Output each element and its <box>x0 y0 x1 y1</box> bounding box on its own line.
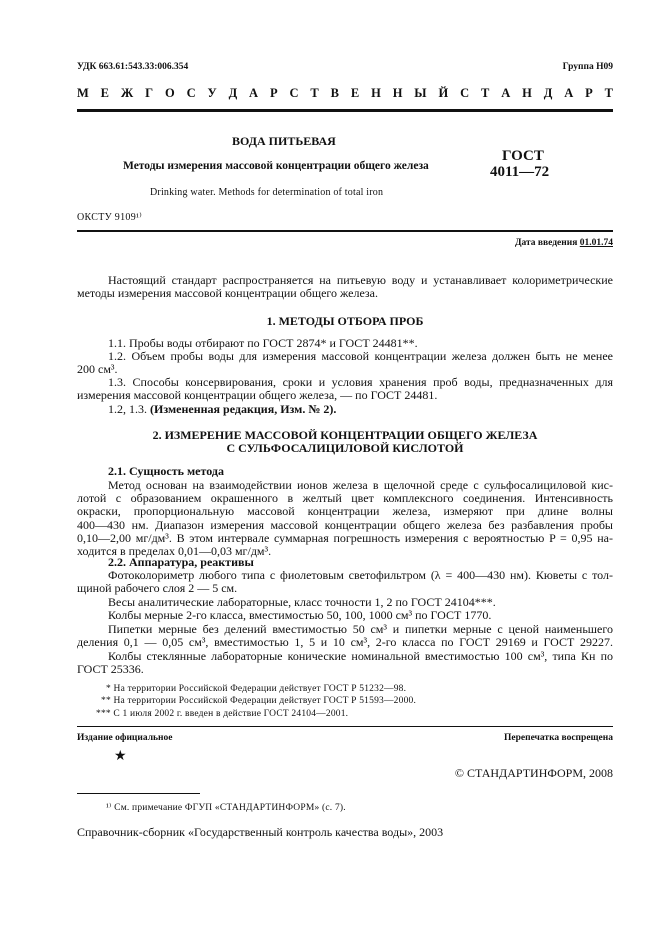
paragraph-line: Весы аналитические лабораторные, класс точности 1, 2 по ГОСТ 24104***. <box>108 595 496 609</box>
paragraph-line: 0,10—2,00 мг/дм³. В этом интервале суммарная погрешность измерения с вероятностью P = 0,95 на- <box>77 531 613 545</box>
paragraph-line: щиной рабочего слоя 2 — 5 см. <box>77 581 238 595</box>
english-title: Drinking water. Methods for determination of total iron <box>150 187 384 198</box>
date-label: Дата введения <box>514 238 578 248</box>
gost-label: ГОСТ <box>502 148 544 164</box>
document-subtitle: Методы измерения массовой концентрации общего железа <box>123 160 429 172</box>
section-1-heading: 1. МЕТОДЫ ОТБОРА ПРОБ <box>266 314 424 328</box>
paragraph-line: окраски, пропорциональную массовой концентрации железа, измеряют при длине волны <box>77 504 613 518</box>
okstu-code: ОКСТУ 9109¹⁾ <box>77 212 143 223</box>
thin-rule <box>77 230 613 232</box>
footnote-1: ¹⁾ См. примечание ФГУП «СТАНДАРТИНФОРМ» (с. 7). <box>106 803 346 813</box>
paragraph-line: Фотоколориметр любого типа с фиолетовым светофильтром (λ = 400—430 нм). Кюветы с тол- <box>108 568 613 582</box>
paragraph-line: ходится в пределах 0,01—0,03 мг/дм³. <box>77 544 272 558</box>
amendment-label: (Измененная редакция, Изм. № 2). <box>150 402 337 416</box>
footnote: ** На территории Российской Федерации действует ГОСТ Р 51593—2000. <box>101 696 417 706</box>
intro-line: методы измерения массовой концентрации общего железа. <box>77 286 379 300</box>
subsection-2-2-title: 2.2. Аппаратура, реактивы <box>108 555 254 569</box>
footer-rule <box>77 726 613 727</box>
paragraph-line: 1.2. Объем пробы воды для измерения массовой концентрации железа должен быть не менее <box>108 349 613 363</box>
footnote-rule <box>77 793 200 794</box>
paragraph-line: 200 см³. <box>77 362 118 376</box>
paragraph-line: Колбы мерные 2-го класса, вместимостью 50, 100, 1000 см³ по ГОСТ 1770. <box>108 608 492 622</box>
date-value: 01.01.74 <box>579 238 613 248</box>
copyright: © СТАНДАРТИНФОРМ, 2008 <box>454 766 613 780</box>
standard-type: М Е Ж Г О С У Д А Р С Т В Е Н Н Ы Й С Т А Н Д А Р Т <box>77 86 613 100</box>
paragraph-line: 1.3. Способы консервирования, сроки и условия хранения проб воды, предназначенных для <box>108 375 613 389</box>
group-code: Группа Н09 <box>562 62 613 72</box>
thick-rule <box>77 109 613 112</box>
section-2-heading: 2. ИЗМЕРЕНИЕ МАССОВОЙ КОНЦЕНТРАЦИИ ОБЩЕГО ЖЕЛЕЗА <box>152 428 538 442</box>
footnote: *** С 1 июля 2002 г. введен в действие ГОСТ 24104—2001. <box>96 709 349 719</box>
paragraph-line: лотой с образованием окрашенного в желтый цвет комплексного соединения. Интенсивность <box>77 491 613 505</box>
subsection-2-1-title: 2.1. Сущность метода <box>108 464 224 478</box>
paragraph-line: Колбы стеклянные лабораторные конические номинальной вместимостью 100 см³, типа Кн по <box>108 649 613 663</box>
source-reference: Справочник-сборник «Государственный контроль качества воды», 2003 <box>77 825 444 839</box>
paragraph-line: измерения массовой концентрации общего железа, — по ГОСТ 24481. <box>77 388 438 402</box>
star-icon: ★ <box>114 749 127 764</box>
amendment-items: 1.2, 1.3. <box>108 402 147 416</box>
document-title: ВОДА ПИТЬЕВАЯ <box>232 134 336 148</box>
paragraph-line: 400—430 нм. Диапазон измерения массовой концентрации общего железа без разбавления пробы <box>77 518 613 532</box>
paragraph-line: Метод основан на взаимодействии ионов железа в щелочной среде с сульфосалициловой кис- <box>108 478 613 492</box>
section-2-heading-line2: С СУЛЬФОСАЛИЦИЛОВОЙ КИСЛОТОЙ <box>226 441 464 455</box>
amendment-note <box>77 403 613 416</box>
introduction-date <box>515 238 613 248</box>
gost-number: 4011—72 <box>490 164 550 180</box>
footnote: * На территории Российской Федерации действует ГОСТ Р 51232—98. <box>106 684 407 694</box>
udk-code: УДК 663.61:543.33:006.354 <box>77 62 189 72</box>
reprint-notice: Перепечатка воспрещена <box>503 733 613 743</box>
edition-label: Издание официальное <box>77 733 173 743</box>
paragraph-line: деления 0,1 — 0,05 см³, вместимостью 1, 5 и 10 см³, 2-го класса по ГОСТ 29169 и ГОСТ 29227. <box>77 635 613 649</box>
paragraph-line: Пипетки мерные без делений вместимостью 50 см³ и пипетки мерные с ценой наименьшего <box>108 622 613 636</box>
intro-line: Настоящий стандарт распространяется на питьевую воду и устанавливает колориметрические <box>108 273 613 287</box>
paragraph-line: 1.1. Пробы воды отбирают по ГОСТ 2874* и ГОСТ 24481**. <box>108 336 418 350</box>
paragraph-line: ГОСТ 25336. <box>77 662 144 676</box>
